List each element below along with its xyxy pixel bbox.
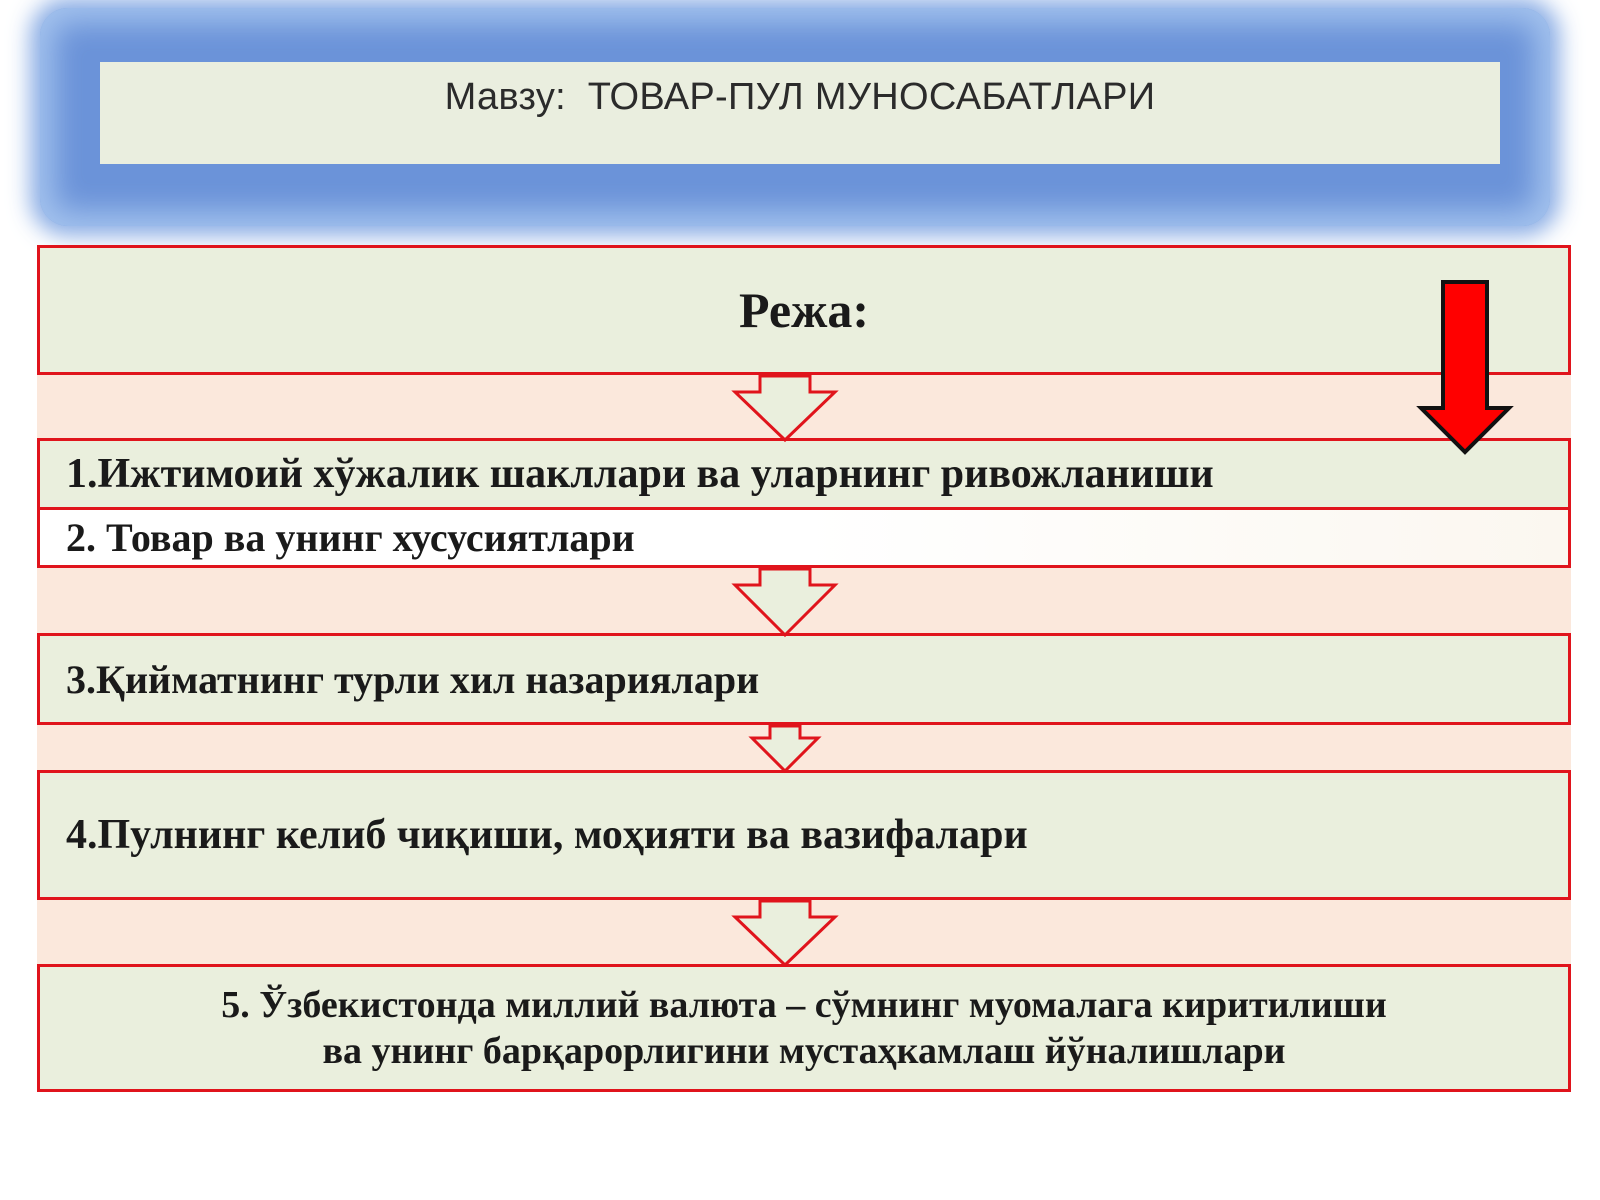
plan-heading: Режа: bbox=[739, 282, 869, 338]
title-topic: ТОВАР-ПУЛ МУНОСАБАТЛАРИ bbox=[587, 76, 1156, 118]
plan-item-4-text: 4.Пулнинг келиб чиқиши, моҳияти ва вазифалари bbox=[66, 812, 1028, 858]
plan-item-2-text: 2. Товар ва унинг хусусиятлари bbox=[66, 515, 635, 560]
plan-item-5-line-2: ва унинг барқарорлигини мустаҳкамлаш йўналишлари bbox=[322, 1030, 1286, 1072]
connector-arrow-2 bbox=[735, 569, 835, 635]
plan-item-1-text: 1.Ижтимоий хўжалик шакллари ва уларнинг ривожланиши bbox=[66, 451, 1214, 497]
connector-arrow-1 bbox=[735, 376, 835, 440]
plan-item-5-line-1: 5. Ўзбекистонда миллий валюта – сўмнинг муомалага киритилиши bbox=[221, 984, 1387, 1026]
connector-arrow-3 bbox=[752, 726, 818, 771]
big-red-down-arrow bbox=[1421, 282, 1509, 452]
plan-item-3-text: 3.Қийматнинг турли хил назариялари bbox=[66, 656, 760, 702]
connector-arrow-4 bbox=[735, 901, 835, 965]
title-label: Мавзу: bbox=[444, 76, 566, 118]
